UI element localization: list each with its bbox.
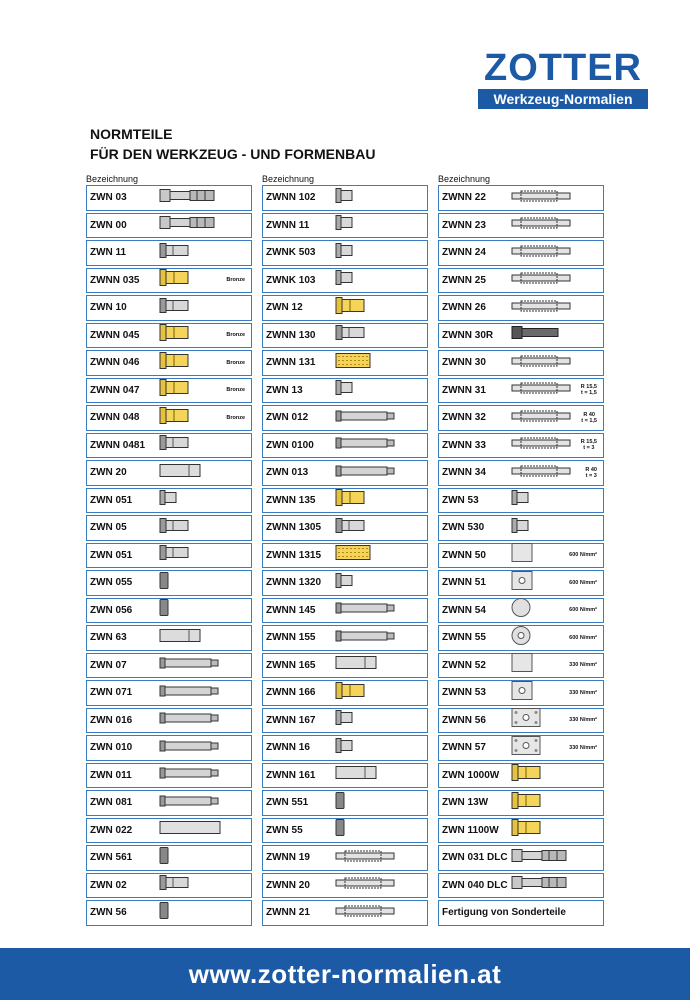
part-row[interactable] [262, 488, 428, 514]
part-row[interactable] [262, 708, 428, 734]
part-row[interactable] [262, 268, 428, 294]
part-code: ZWNN 161 [266, 769, 316, 781]
thickness-note: t = 1,5 [581, 390, 597, 397]
part-code: ZWN 040 DLC [442, 879, 508, 891]
part-row[interactable] [86, 653, 252, 679]
part-note: 330 N/mm² [569, 689, 597, 696]
part-code: ZWN 051 [90, 549, 133, 561]
part-code: ZWN 05 [90, 522, 127, 534]
square-plate-icon [511, 653, 533, 678]
part-note [585, 467, 597, 479]
part-note [581, 412, 597, 424]
part-row[interactable] [86, 735, 252, 761]
brand-tagline: Werkzeug-Normalien [478, 89, 648, 109]
part-row[interactable] [262, 570, 428, 596]
part-note: 330 N/mm² [569, 717, 597, 724]
part-row[interactable] [438, 790, 604, 816]
bronze-bushing-icon [335, 489, 365, 512]
column-2 [262, 174, 428, 928]
part-row[interactable] [262, 873, 428, 899]
part-code: ZWN 011 [90, 769, 132, 781]
small-bushing-icon [335, 270, 353, 291]
part-note: 600 N/mm² [569, 634, 597, 641]
small-pin-icon [335, 819, 345, 842]
part-code: ZWNN 26 [442, 302, 486, 314]
sleeve-icon [159, 463, 201, 482]
dark-bar-icon [511, 326, 559, 345]
sleeve-icon [335, 656, 377, 675]
part-note: 330 N/mm² [569, 744, 597, 751]
part-row[interactable] [438, 763, 604, 789]
bronze-plate-icon [335, 545, 371, 566]
part-row[interactable] [438, 515, 604, 541]
flat-bar-icon [335, 904, 395, 922]
part-code: ZWNN 167 [266, 714, 316, 726]
guide-pillar-icon [159, 711, 219, 729]
part-row[interactable] [86, 790, 252, 816]
part-code: ZWNN 046 [90, 357, 140, 369]
part-code: ZWN 55 [266, 824, 303, 836]
part-code: ZWN 010 [90, 742, 133, 754]
part-code: ZWNN 22 [442, 192, 486, 204]
part-row[interactable] [86, 405, 252, 431]
part-code: Fertigung von Sonderteile [442, 907, 566, 919]
part-row[interactable] [262, 460, 428, 486]
part-row[interactable] [262, 790, 428, 816]
part-code: ZWNN 30 [442, 357, 486, 369]
bronze-bushing-icon [511, 764, 541, 787]
part-code: ZWNN 16 [266, 742, 310, 754]
part-row[interactable] [262, 653, 428, 679]
part-code: ZWN 013 [266, 467, 309, 479]
part-row[interactable] [86, 350, 252, 376]
part-row[interactable] [262, 185, 428, 211]
flat-bar-icon [511, 271, 571, 289]
brand-name: ZOTTER [484, 47, 642, 89]
small-bushing-icon [335, 737, 353, 758]
part-code: ZWN 12 [266, 302, 303, 314]
part-row[interactable] [438, 900, 604, 926]
brand-logo [478, 48, 648, 109]
small-bushing-icon [335, 572, 353, 593]
part-note: Bronze [226, 414, 245, 421]
flat-bar-icon [511, 299, 571, 317]
part-code: ZWN 03 [90, 192, 127, 204]
flat-bar-icon [335, 849, 395, 867]
bronze-bushing-icon [159, 351, 189, 374]
part-code: ZWN 02 [90, 879, 127, 891]
part-code: ZWNN 34 [442, 467, 486, 479]
part-row[interactable] [86, 763, 252, 789]
part-note: 600 N/mm² [569, 579, 597, 586]
title-line-1: NORMTEILE [90, 126, 173, 142]
part-row[interactable] [262, 818, 428, 844]
part-row[interactable] [262, 295, 428, 321]
bushing-icon [335, 517, 365, 538]
guide-pillar-icon [335, 601, 395, 619]
guide-pillar-icon [159, 794, 219, 812]
bronze-bushing-icon [511, 819, 541, 842]
part-row[interactable] [262, 625, 428, 651]
part-code: ZWNN 1315 [266, 549, 322, 561]
part-row[interactable] [438, 460, 604, 486]
part-row[interactable] [438, 873, 604, 899]
part-row[interactable] [438, 570, 604, 596]
small-bushing-icon [511, 517, 529, 538]
flat-bar-icon [511, 464, 571, 482]
part-row[interactable] [262, 598, 428, 624]
part-row[interactable] [86, 543, 252, 569]
bushing-icon [159, 242, 189, 263]
part-row[interactable] [438, 488, 604, 514]
part-row[interactable] [262, 680, 428, 706]
part-code: ZWN 20 [90, 467, 127, 479]
bronze-bushing-icon [159, 406, 189, 429]
guide-pillar-icon [335, 436, 395, 454]
small-bushing-icon [335, 710, 353, 731]
part-code: ZWN 07 [90, 659, 127, 671]
part-note: 600 N/mm² [569, 552, 597, 559]
part-code: ZWNN 19 [266, 852, 310, 864]
part-row[interactable] [86, 378, 252, 404]
part-code: ZWNN 130 [266, 329, 316, 341]
part-row[interactable] [438, 378, 604, 404]
part-code: ZWNN 131 [266, 357, 316, 369]
guide-pillar-icon [335, 409, 395, 427]
part-code: ZWNN 035 [90, 274, 140, 286]
part-row[interactable] [262, 378, 428, 404]
part-code: ZWN 10 [90, 302, 127, 314]
part-code: ZWNN 24 [442, 247, 486, 259]
part-code: ZWNN 32 [442, 412, 486, 424]
flat-bar-icon [511, 436, 571, 454]
part-code: ZWN 022 [90, 824, 133, 836]
part-code: ZWNN 51 [442, 577, 486, 589]
page-title [90, 124, 375, 164]
part-code: ZWN 13W [442, 797, 489, 809]
thickness-note: t = 3 [585, 472, 597, 479]
part-row[interactable] [438, 543, 604, 569]
bushing-icon [159, 435, 189, 456]
part-code: ZWNN 54 [442, 604, 486, 616]
ejector-pin-icon [159, 188, 215, 207]
part-row[interactable] [86, 323, 252, 349]
part-code: ZWNN 21 [266, 907, 310, 919]
part-row[interactable] [438, 295, 604, 321]
bushing-icon [159, 517, 189, 538]
flat-bar-icon [511, 244, 571, 262]
part-code: ZWNN 047 [90, 384, 140, 396]
small-bushing-icon [335, 187, 353, 208]
part-row[interactable] [438, 708, 604, 734]
part-note: Bronze [226, 387, 245, 394]
bronze-bushing-icon [159, 269, 189, 292]
part-row[interactable] [86, 708, 252, 734]
guide-pillar-icon [335, 629, 395, 647]
part-code: ZWNN 155 [266, 632, 316, 644]
flat-bar-icon [511, 216, 571, 234]
part-code: ZWNN 048 [90, 412, 140, 424]
part-row[interactable] [438, 818, 604, 844]
part-code: ZWN 031 DLC [442, 852, 508, 864]
bronze-plate-icon [335, 352, 371, 373]
guide-pillar-icon [159, 739, 219, 757]
part-code: ZWNK 103 [266, 274, 316, 286]
column-header: Bezeichnung [438, 174, 491, 184]
part-code: ZWNN 20 [266, 879, 310, 891]
part-code: ZWN 056 [90, 604, 133, 616]
bronze-bushing-icon [335, 296, 365, 319]
part-row[interactable] [86, 845, 252, 871]
bronze-bushing-icon [159, 324, 189, 347]
part-row[interactable] [262, 213, 428, 239]
part-code: ZWNN 50 [442, 549, 486, 561]
radius-note: R 40 [583, 411, 595, 418]
flat-bar-icon [511, 189, 571, 207]
part-row[interactable] [86, 433, 252, 459]
part-code: ZWNN 0481 [90, 439, 146, 451]
part-code: ZWNN 11 [266, 219, 310, 231]
part-code: ZWN 0100 [266, 439, 314, 451]
part-code: ZWN 071 [90, 687, 133, 699]
part-row[interactable] [262, 515, 428, 541]
bronze-bushing-icon [159, 379, 189, 402]
column-header: Bezeichnung [86, 174, 139, 184]
part-code: ZWNN 33 [442, 439, 486, 451]
square-hole-plate-icon [511, 570, 533, 595]
part-row[interactable] [86, 625, 252, 651]
part-row[interactable] [86, 213, 252, 239]
part-code: ZWNN 31 [442, 384, 486, 396]
small-bushing-icon [335, 380, 353, 401]
bushing-icon [335, 325, 365, 346]
part-code: ZWNN 55 [442, 632, 486, 644]
part-row[interactable] [438, 735, 604, 761]
part-row[interactable] [262, 323, 428, 349]
bronze-bushing-icon [335, 681, 365, 704]
perforated-plate-icon [511, 735, 541, 760]
ring-disc-icon [511, 625, 531, 650]
part-code: ZWN 53 [442, 494, 479, 506]
part-code: ZWNN 1320 [266, 577, 322, 589]
perforated-plate-icon [511, 708, 541, 733]
part-code: ZWNK 503 [266, 247, 316, 259]
part-note: Bronze [226, 332, 245, 339]
part-code: ZWNN 145 [266, 604, 316, 616]
radius-note: R 15,5 [580, 439, 597, 446]
part-row[interactable] [438, 405, 604, 431]
part-row[interactable] [438, 323, 604, 349]
part-row[interactable] [438, 350, 604, 376]
part-code: ZWN 055 [90, 577, 133, 589]
part-code: ZWN 00 [90, 219, 127, 231]
part-row[interactable] [86, 240, 252, 266]
part-row[interactable] [438, 433, 604, 459]
part-row[interactable] [86, 570, 252, 596]
small-pin-icon [159, 846, 169, 869]
thickness-note: t = 3 [583, 445, 595, 452]
flat-bar-icon [511, 409, 571, 427]
part-code: ZWN 63 [90, 632, 127, 644]
column-3 [438, 174, 604, 928]
part-row[interactable] [438, 653, 604, 679]
part-row[interactable] [262, 845, 428, 871]
part-code: ZWN 13 [266, 384, 303, 396]
part-row[interactable] [86, 680, 252, 706]
small-pin-icon [159, 571, 169, 594]
part-note: Bronze [226, 359, 245, 366]
part-code: ZWNN 30R [442, 329, 494, 341]
part-code: ZWN 012 [266, 412, 309, 424]
guide-pillar-icon [159, 766, 219, 784]
part-code: ZWN 1000W [442, 769, 500, 781]
ejector-pin-icon [159, 216, 215, 235]
part-row[interactable] [438, 680, 604, 706]
part-row[interactable] [86, 460, 252, 486]
part-code: ZWNN 57 [442, 742, 486, 754]
small-bushing-icon [511, 490, 529, 511]
part-row[interactable] [262, 735, 428, 761]
part-code: ZWN 016 [90, 714, 133, 726]
part-row[interactable] [86, 295, 252, 321]
bushing-icon [159, 875, 189, 896]
part-note [581, 439, 597, 451]
small-pin-icon [159, 901, 169, 924]
sleeve-icon [335, 766, 377, 785]
ejector-pin-icon [511, 876, 567, 895]
part-row[interactable] [438, 625, 604, 651]
bushing-icon [159, 297, 189, 318]
part-note [581, 384, 597, 396]
small-bushing-icon [335, 215, 353, 236]
column-header: Bezeichnung [262, 174, 315, 184]
small-pin-icon [159, 599, 169, 622]
part-note: Bronze [226, 277, 245, 284]
part-row[interactable] [262, 405, 428, 431]
part-row[interactable] [86, 900, 252, 926]
radius-note: R 40 [585, 466, 597, 473]
part-code: ZWNN 102 [266, 192, 316, 204]
part-row[interactable] [438, 268, 604, 294]
title-line-2: FÜR DEN WERKZEUG - UND FORMENBAU [90, 146, 376, 162]
thickness-note: t = 1,5 [581, 417, 597, 424]
part-row[interactable] [438, 598, 604, 624]
plate-icon [159, 821, 221, 840]
part-row[interactable] [262, 433, 428, 459]
part-code: ZWNN 53 [442, 687, 486, 699]
part-code: ZWN 56 [90, 907, 127, 919]
bushing-icon [159, 545, 189, 566]
small-bushing-icon [335, 242, 353, 263]
part-row[interactable] [86, 515, 252, 541]
guide-pillar-icon [335, 464, 395, 482]
disc-icon [511, 598, 531, 623]
part-row[interactable] [262, 900, 428, 926]
flat-bar-icon [335, 876, 395, 894]
part-code: ZWN 051 [90, 494, 133, 506]
ejector-pin-icon [511, 848, 567, 867]
part-code: ZWN 530 [442, 522, 485, 534]
part-row[interactable] [262, 543, 428, 569]
column-1 [86, 174, 252, 928]
square-hole-plate-icon [511, 680, 533, 705]
part-row[interactable] [262, 350, 428, 376]
part-row[interactable] [438, 240, 604, 266]
part-row[interactable] [438, 185, 604, 211]
footer-url[interactable]: www.zotter-normalien.at [0, 948, 690, 1000]
part-code: ZWNN 045 [90, 329, 140, 341]
part-code: ZWNN 56 [442, 714, 486, 726]
part-code: ZWNN 165 [266, 659, 316, 671]
part-note: 330 N/mm² [569, 662, 597, 669]
square-plate-icon [511, 543, 533, 568]
part-code: ZWNN 166 [266, 687, 316, 699]
part-row[interactable] [86, 818, 252, 844]
guide-pillar-icon [159, 656, 219, 674]
small-bushing-icon [159, 490, 177, 511]
bronze-bushing-icon [511, 791, 541, 814]
part-code: ZWN 551 [266, 797, 309, 809]
part-row[interactable] [86, 185, 252, 211]
flat-bar-icon [511, 381, 571, 399]
part-row[interactable] [86, 268, 252, 294]
part-code: ZWN 561 [90, 852, 133, 864]
part-note: 600 N/mm² [569, 607, 597, 614]
part-row[interactable] [86, 598, 252, 624]
part-row[interactable] [86, 873, 252, 899]
part-code: ZWNN 135 [266, 494, 316, 506]
part-row[interactable] [262, 763, 428, 789]
part-code: ZWNN 1305 [266, 522, 322, 534]
radius-note: R 15,5 [580, 384, 597, 391]
part-row[interactable] [438, 213, 604, 239]
sleeve-icon [159, 628, 201, 647]
part-code: ZWNN 25 [442, 274, 486, 286]
small-pin-icon [335, 791, 345, 814]
part-code: ZWN 081 [90, 797, 133, 809]
part-code: ZWN 1100W [442, 824, 499, 836]
part-row[interactable] [438, 845, 604, 871]
part-code: ZWNN 23 [442, 219, 486, 231]
part-code: ZWN 11 [90, 247, 127, 259]
part-row[interactable] [86, 488, 252, 514]
part-code: ZWNN 52 [442, 659, 486, 671]
guide-pillar-icon [159, 684, 219, 702]
flat-bar-icon [511, 354, 571, 372]
part-row[interactable] [262, 240, 428, 266]
